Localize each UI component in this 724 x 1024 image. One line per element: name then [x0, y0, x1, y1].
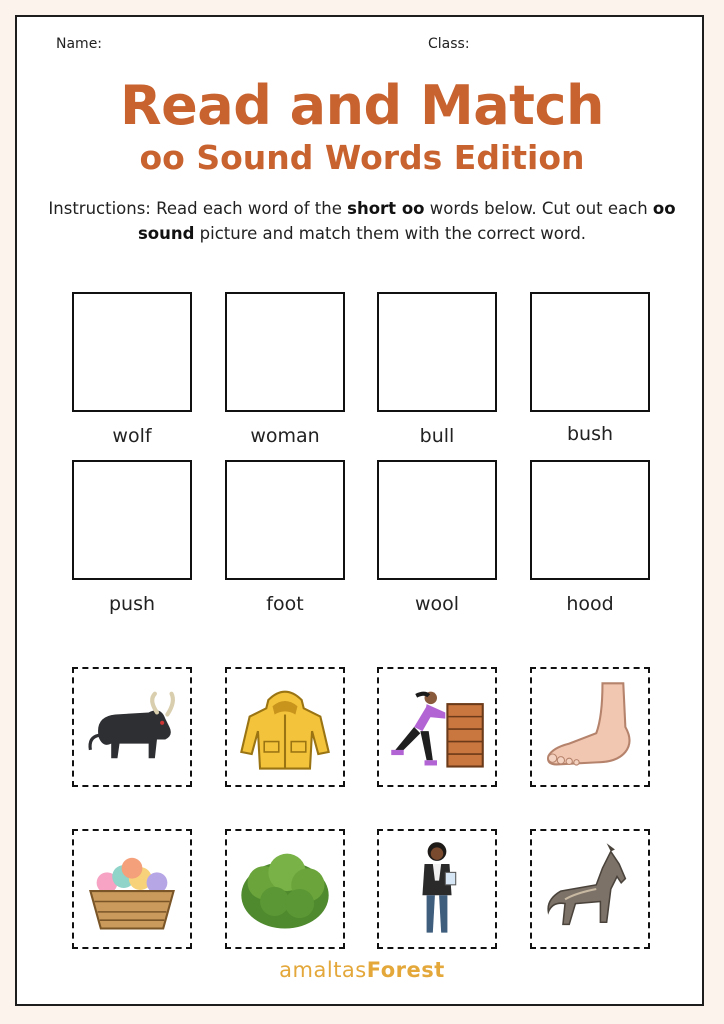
word-label: wolf	[112, 425, 152, 447]
picture-card-woman[interactable]	[377, 829, 497, 949]
picture-card-wool[interactable]	[72, 829, 192, 949]
instructions	[40, 196, 684, 246]
brand-name-bold: Forest	[366, 958, 445, 982]
instructions-text-1: Instructions: Read each word of the	[48, 199, 348, 218]
instructions-bold-1: short oo	[347, 199, 425, 218]
instructions-bold-2: oo sound	[137, 199, 676, 243]
answer-box-woman[interactable]	[225, 292, 345, 412]
answer-box-hood[interactable]	[530, 460, 650, 580]
bush-icon	[233, 837, 337, 941]
word-label: hood	[566, 593, 614, 615]
answer-box-bull[interactable]	[377, 292, 497, 412]
picture-card-push[interactable]	[377, 667, 497, 787]
word-label: foot	[266, 593, 304, 615]
word-label: woman	[250, 425, 320, 447]
brand-logo	[0, 958, 724, 982]
page-title: Read and Match	[120, 74, 604, 137]
person-pushing-icon	[385, 675, 489, 779]
word-label: push	[108, 593, 156, 615]
name-label: Name:	[56, 36, 103, 52]
picture-card-hood[interactable]	[225, 667, 345, 787]
word-label: bull	[419, 425, 455, 447]
instructions-text-2: words below. Cut out each	[424, 199, 653, 218]
answer-box-push[interactable]	[72, 460, 192, 580]
instructions-text-3: picture and match them with the correct word.	[194, 224, 587, 243]
foot-icon	[538, 675, 642, 779]
bull-icon	[80, 675, 184, 779]
wool-basket-icon	[80, 837, 184, 941]
class-label: Class:	[428, 36, 470, 52]
picture-card-wolf[interactable]	[530, 829, 650, 949]
hood-jacket-icon	[233, 675, 337, 779]
word-label: wool	[414, 593, 460, 615]
woman-icon	[385, 837, 489, 941]
page-subtitle: oo Sound Words Edition	[139, 138, 585, 177]
picture-card-bull[interactable]	[72, 667, 192, 787]
picture-card-foot[interactable]	[530, 667, 650, 787]
answer-box-foot[interactable]	[225, 460, 345, 580]
answer-box-wool[interactable]	[377, 460, 497, 580]
answer-box-bush[interactable]	[530, 292, 650, 412]
word-label: bush	[566, 423, 614, 445]
wolf-icon	[538, 837, 642, 941]
picture-card-bush[interactable]	[225, 829, 345, 949]
brand-name-light: amaltas	[279, 958, 367, 982]
answer-box-wolf[interactable]	[72, 292, 192, 412]
